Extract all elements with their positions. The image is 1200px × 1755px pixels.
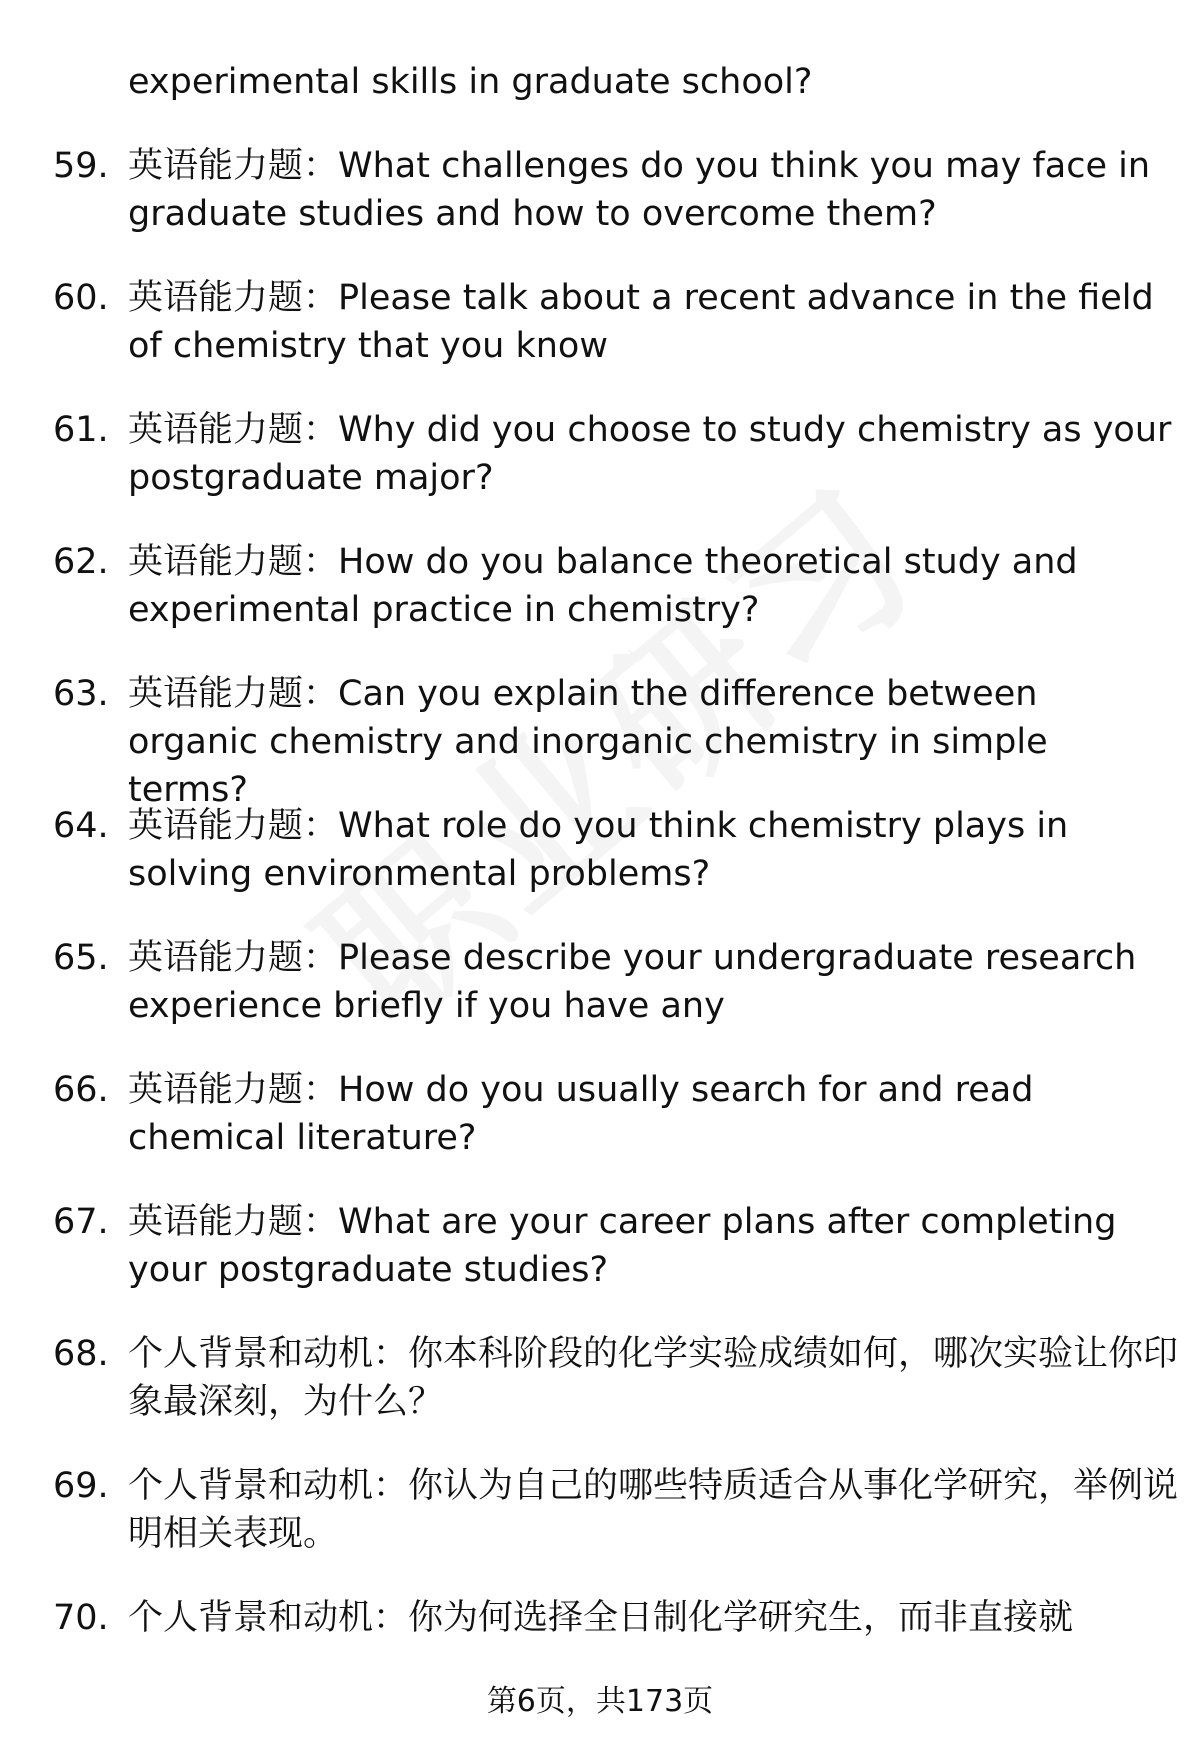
question-item (0, 1462, 1200, 1594)
question-item (0, 1066, 1200, 1198)
continued-question-text: experimental skills in graduate school? (128, 62, 813, 102)
question-text: 英语能力题：Can you explain the difference between organic chemistry and inorganic chemistry in simple terms? (128, 674, 1048, 810)
question-text: 个人背景和动机：你本科阶段的化学实验成绩如何，哪次实验让你印象最深刻，为什么？ (128, 1334, 1179, 1422)
question-number: 63. (53, 674, 109, 714)
question-number: 68. (53, 1334, 109, 1374)
question-item (0, 802, 1200, 934)
question-number: 70. (53, 1598, 109, 1638)
question-number: 62. (53, 542, 109, 582)
page-footer: 第6页，共173页 (486, 1684, 714, 1719)
question-item (0, 934, 1200, 1066)
question-text: 英语能力题：How do you balance theoretical study and experimental practice in chemistry? (128, 542, 1078, 630)
question-list (0, 142, 1200, 1726)
question-number: 61. (53, 410, 109, 450)
question-item (0, 406, 1200, 538)
question-text: 英语能力题：What are your career plans after completing your postgraduate studies? (128, 1202, 1117, 1290)
question-item (0, 274, 1200, 406)
question-number: 60. (53, 278, 109, 318)
question-text: 英语能力题：Please describe your undergraduate research experience briefly if you have any (128, 938, 1137, 1026)
question-number: 59. (53, 146, 109, 186)
question-text: 个人背景和动机：你为何选择全日制化学研究生，而非直接就 (128, 1598, 1074, 1638)
question-text: 英语能力题：How do you usually search for and read chemical literature? (128, 1070, 1034, 1158)
question-item (0, 1330, 1200, 1462)
question-item (0, 670, 1200, 810)
question-text: 英语能力题：What role do you think chemistry plays in solving environmental problems? (128, 806, 1069, 894)
question-item (0, 1198, 1200, 1330)
question-number: 65. (53, 938, 109, 978)
question-number: 64. (53, 806, 109, 846)
question-text: 英语能力题：Please talk about a recent advance in the field of chemistry that you know (128, 278, 1154, 366)
question-number: 69. (53, 1466, 109, 1506)
question-number: 66. (53, 1070, 109, 1110)
question-item (0, 142, 1200, 274)
question-text: 英语能力题：What challenges do you think you may face in graduate studies and how to overcome them? (128, 146, 1151, 234)
question-number: 67. (53, 1202, 109, 1242)
question-text: 个人背景和动机：你认为自己的哪些特质适合从事化学研究，举例说明相关表现。 (128, 1466, 1179, 1554)
question-item (0, 538, 1200, 670)
question-text: 英语能力题：Why did you choose to study chemistry as your postgraduate major? (128, 410, 1172, 498)
